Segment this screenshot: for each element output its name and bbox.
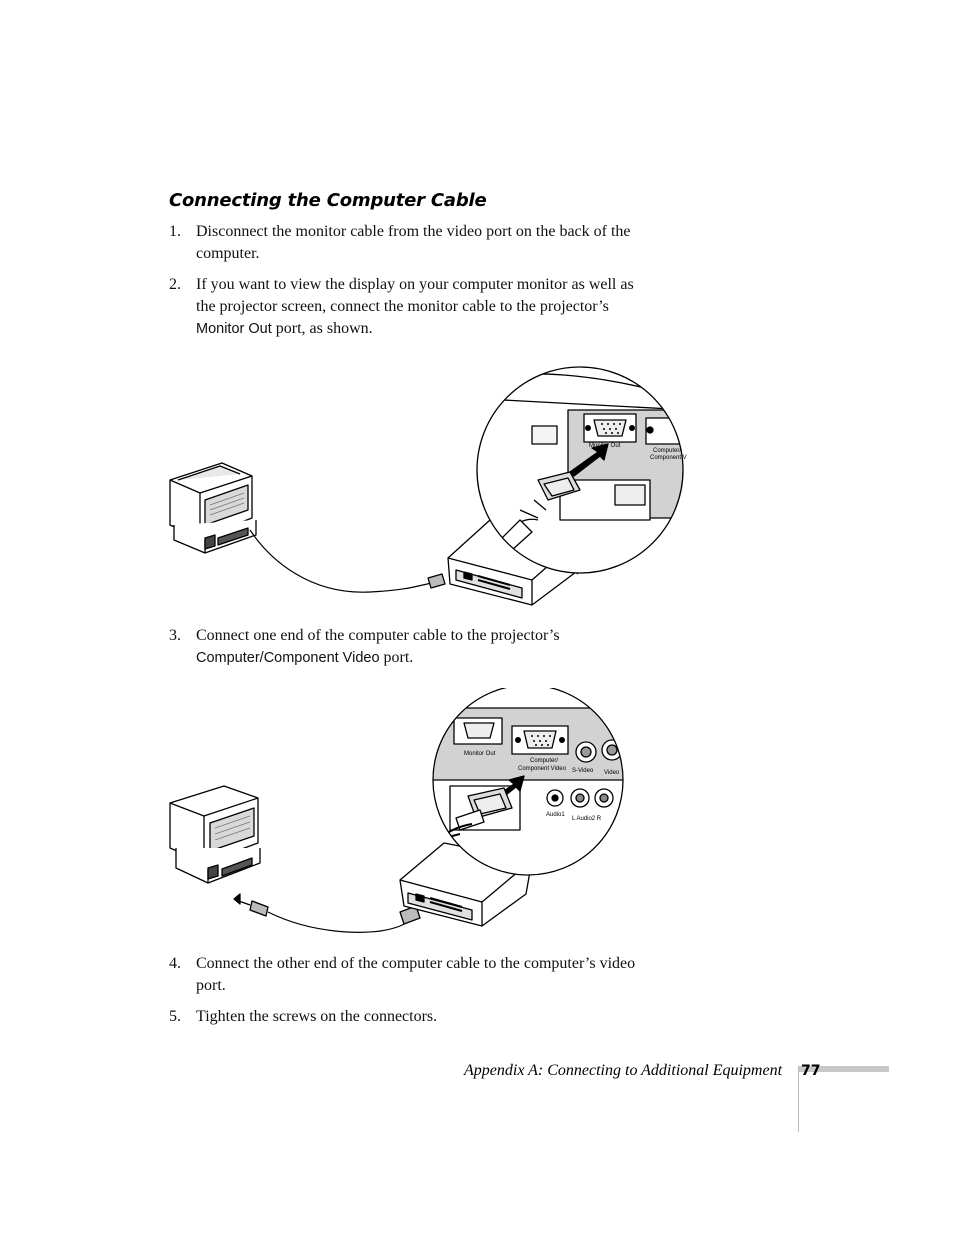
footer-chapter-title: Appendix A: Connecting to Additional Equipment — [464, 1062, 783, 1079]
step-text-part: port, as shown. — [271, 320, 373, 337]
step-3 — [169, 625, 636, 669]
page-number: 77 — [801, 1063, 821, 1079]
step-number: 4. — [169, 955, 181, 972]
step-text — [196, 274, 636, 340]
step-number: 3. — [169, 627, 181, 644]
step-4 — [169, 953, 636, 997]
step-number: 5. — [169, 1008, 181, 1025]
computer-monitor-illustration — [170, 786, 260, 883]
step-text: Connect the other end of the computer cable to the computer’s video port. — [196, 955, 636, 994]
label-audio2: L Audio2 R — [572, 816, 602, 822]
step-2 — [169, 274, 636, 340]
computer-monitor-illustration — [170, 463, 256, 553]
footer-rule-vertical — [798, 1066, 799, 1132]
step-1 — [169, 221, 636, 265]
label-video: Video — [604, 770, 620, 776]
step-text: Disconnect the monitor cable from the video port on the back of the computer. — [196, 223, 631, 262]
label-component-video: Component Video — [518, 766, 566, 772]
step-text-part: Connect one end of the computer cable to the projector’s — [196, 627, 560, 644]
step-text — [196, 625, 636, 669]
step-5 — [169, 1006, 636, 1028]
step-text: Tighten the screws on the connectors. — [196, 1008, 438, 1025]
figure-monitor-out-connection — [160, 360, 690, 615]
step-text-part: If you want to view the display on your computer monitor as well as the projector screen, connect the monitor cable to the projector’s — [196, 276, 634, 315]
step-text-part: port. — [379, 649, 414, 666]
label-component-v: Component V — [650, 455, 687, 461]
monitor-cable — [250, 530, 432, 592]
port-name: Monitor Out — [196, 321, 272, 337]
label-monitor-out: Monitor Out — [464, 751, 496, 757]
computer-cable — [268, 912, 416, 932]
step-number: 2. — [169, 276, 181, 293]
label-computer: Computer/ — [530, 758, 559, 764]
label-monitor-out: Monitor Out — [589, 443, 621, 449]
figure-computer-video-connection — [160, 688, 650, 943]
step-number: 1. — [169, 223, 181, 240]
label-computer: Computer/ — [653, 448, 682, 454]
port-name: Computer/Component Video — [196, 650, 380, 666]
label-s-video: S-Video — [572, 768, 594, 774]
label-audio1: Audio1 — [546, 812, 565, 818]
section-heading: Connecting the Computer Cable — [169, 190, 487, 211]
